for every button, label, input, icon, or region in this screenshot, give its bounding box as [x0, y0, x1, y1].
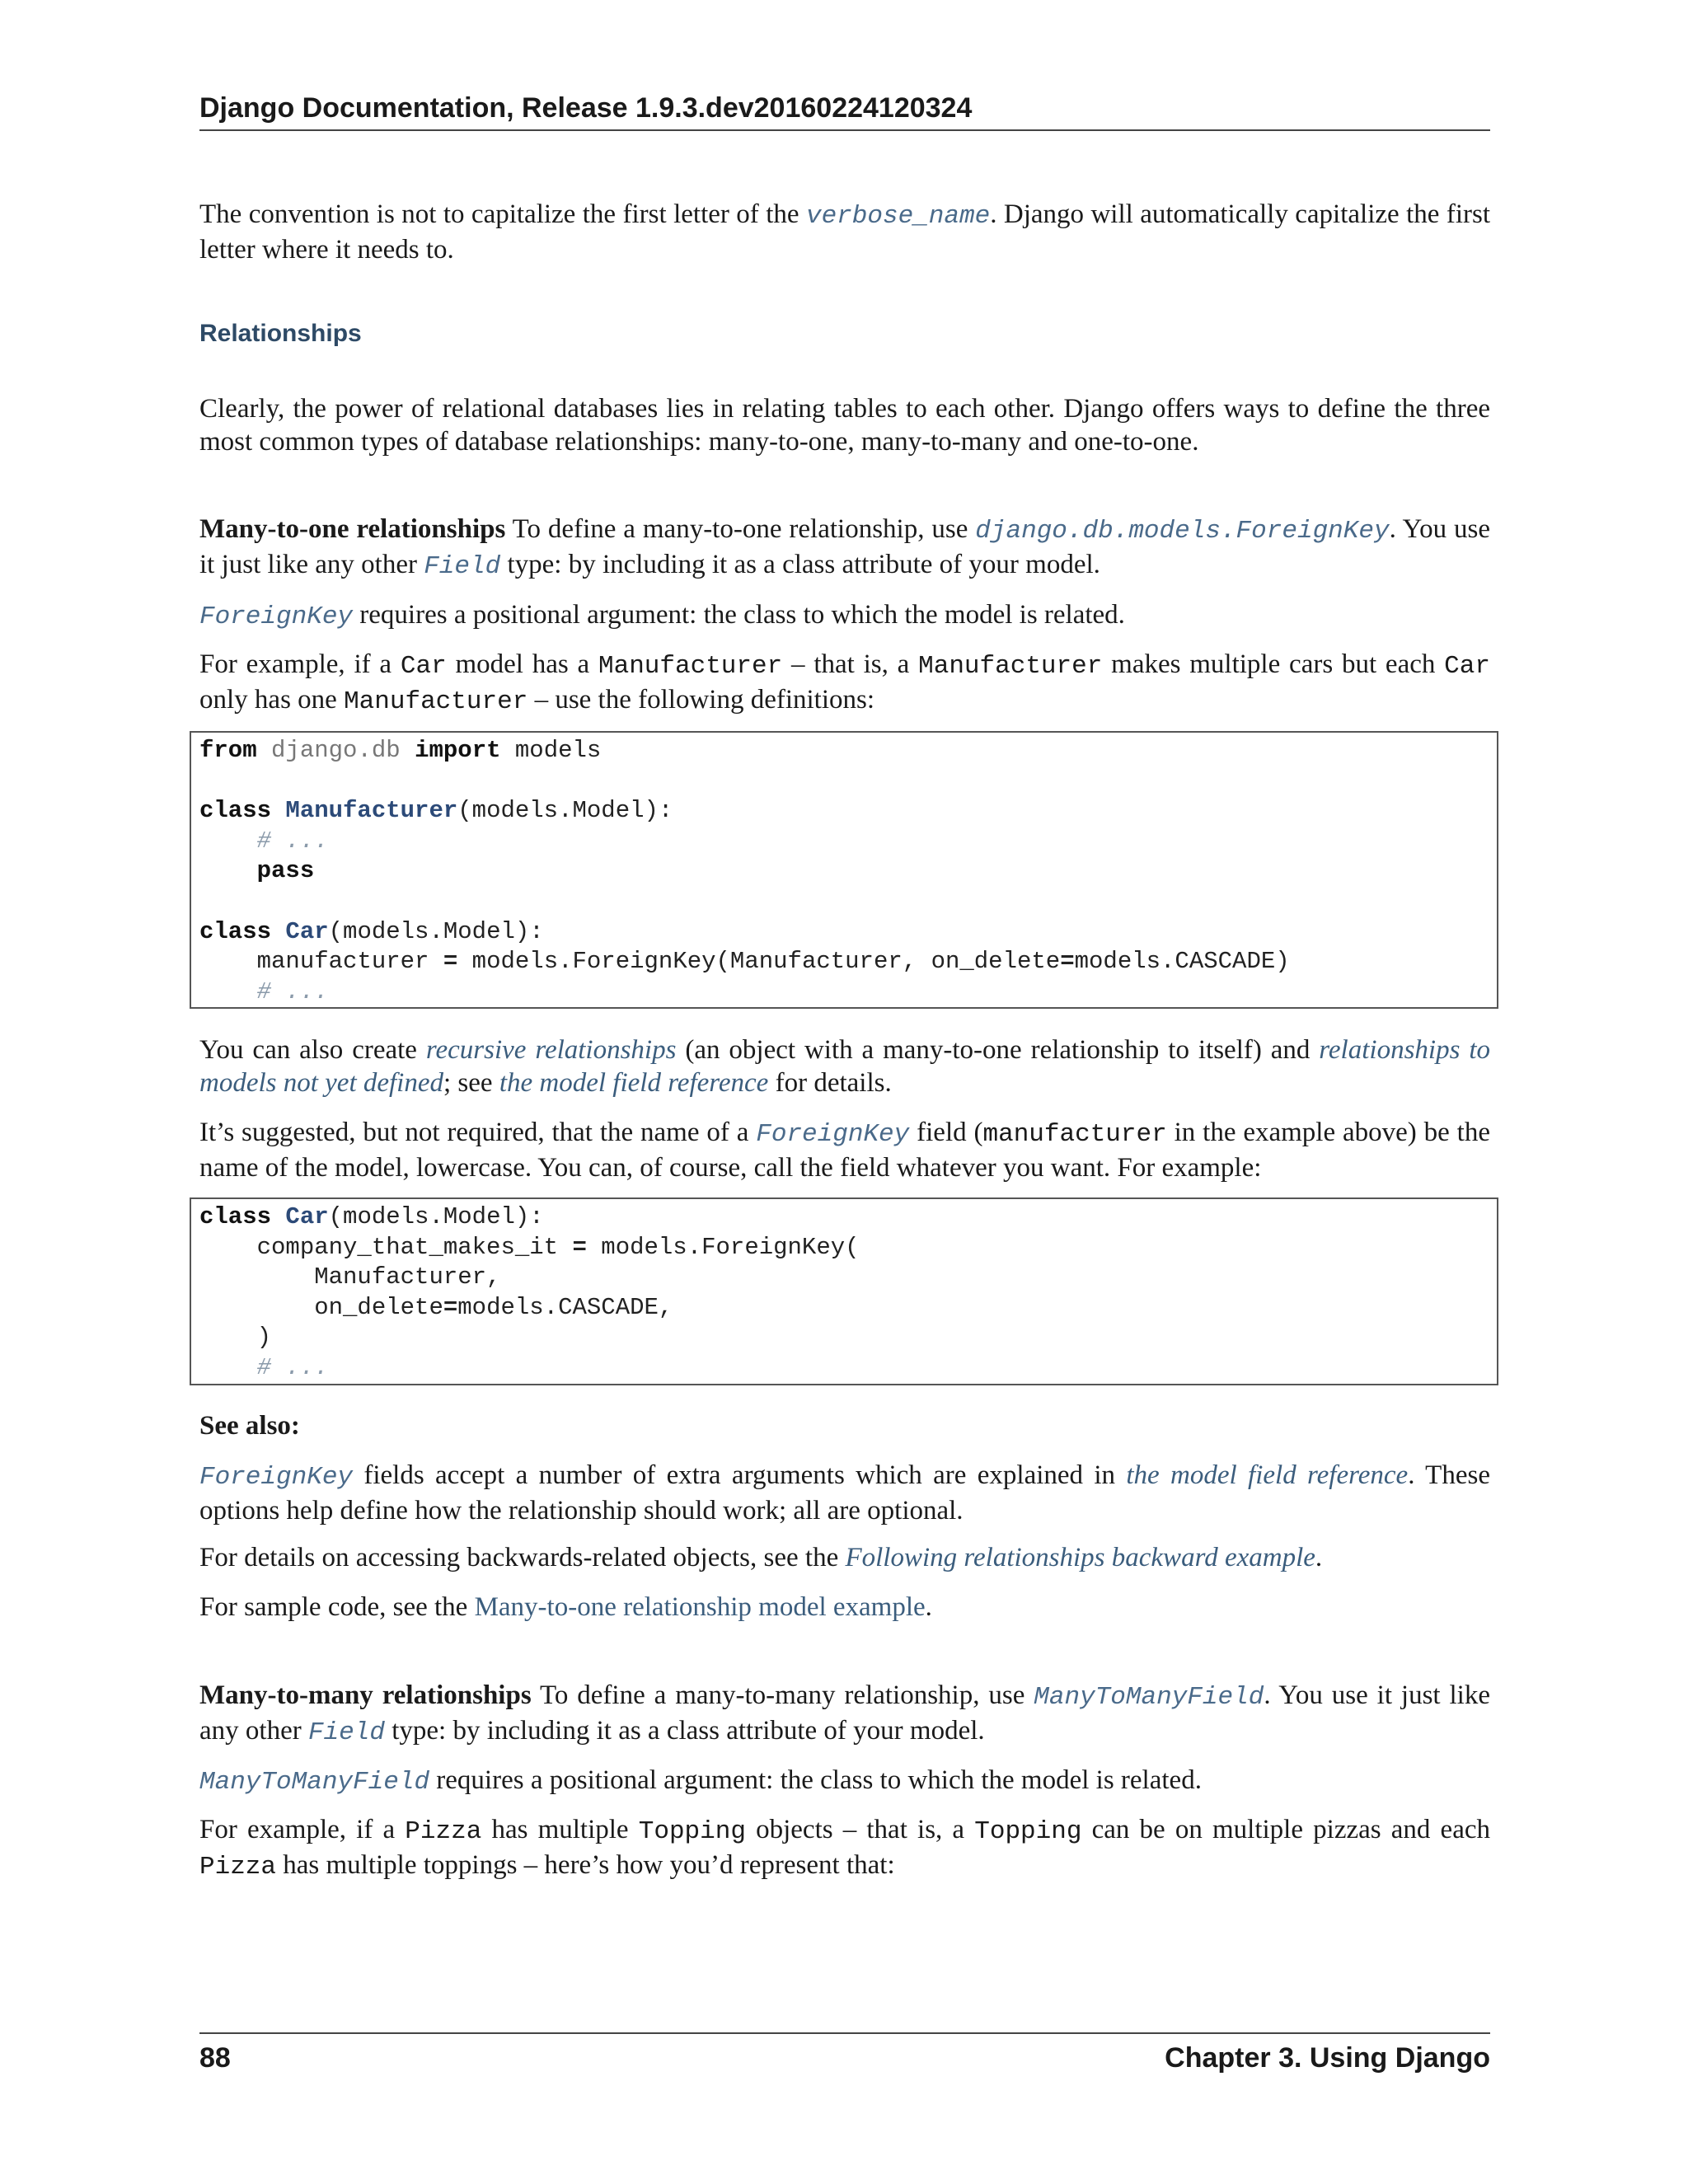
code-token: pass	[256, 857, 315, 885]
inline-code: Topping	[638, 1817, 746, 1846]
code-token: models.CASCADE)	[1074, 948, 1290, 976]
text: To define a many-to-many relationship, use	[531, 1680, 1034, 1710]
code-token: class	[199, 797, 272, 825]
code-token: django.db	[271, 737, 401, 764]
text: It’s suggested, but not required, that the name of a	[199, 1118, 757, 1147]
code-token: Car	[285, 1203, 329, 1230]
code-token: =	[572, 1233, 587, 1261]
inline-code: Pizza	[199, 1853, 277, 1882]
code-block-company	[190, 1197, 1498, 1385]
page-footer	[199, 2042, 1490, 2074]
code-token: =	[443, 1293, 458, 1321]
text: can be on multiple pizzas and each	[1081, 1815, 1490, 1844]
text: .	[1315, 1543, 1323, 1572]
code-token: Manufacturer,	[199, 1263, 501, 1291]
foreignkey-link[interactable]: ForeignKey	[199, 602, 354, 631]
document-page	[199, 0, 1490, 2184]
code-token: Car	[285, 917, 329, 945]
code-token: models.ForeignKey(	[586, 1233, 860, 1261]
footer-rule	[199, 2032, 1490, 2034]
pizza-example-paragraph	[199, 1813, 1490, 1884]
text: has multiple toppings – here’s how you’d represent that:	[276, 1850, 895, 1880]
text: objects – that is, a	[745, 1815, 975, 1844]
code-token: =	[1060, 948, 1075, 976]
code-token: from	[199, 737, 257, 764]
code-token: import	[415, 737, 501, 764]
text: – that is, a	[782, 649, 919, 679]
text: (an object with a many-to-one relationship to itself) and	[676, 1035, 1320, 1065]
running-header: Django Documentation, Release 1.9.3.dev20160224120324	[199, 92, 1490, 131]
foreignkey-link[interactable]: django.db.models.ForeignKey	[975, 517, 1390, 546]
code-token: (models.Model):	[328, 917, 544, 945]
text: has multiple	[481, 1815, 639, 1844]
verbose-name-link[interactable]: verbose_name	[805, 202, 991, 231]
field-link[interactable]: Field	[424, 552, 501, 581]
text: model has a	[446, 649, 598, 679]
text: ; see	[443, 1068, 499, 1098]
code-comment: # ...	[256, 977, 329, 1005]
text: only has one	[199, 685, 345, 715]
naming-paragraph	[199, 1116, 1490, 1184]
text: The convention is not to capitalize the first letter of the	[199, 199, 806, 229]
section-heading-relationships: Relationships	[199, 320, 362, 347]
code-token: company_that_makes_it	[199, 1233, 573, 1261]
text: in the example above) be the name of the model, lowercase. You can, of course, call the field whatever you want. For example:	[199, 1118, 1490, 1183]
foreignkey-link[interactable]: ForeignKey	[756, 1120, 910, 1149]
relationships-paragraph: Clearly, the power of relational databases lies in relating tables to each other. Django offers ways to define the three most common types of database relationships: many-to-one, many-to-many and one-to-one.	[199, 394, 1490, 457]
code-comment: # ...	[256, 827, 329, 855]
text: For example, if a	[199, 1815, 406, 1844]
manytomanyfield-link[interactable]: ManyToManyField	[199, 1768, 430, 1797]
many-to-many-heading: Many-to-many relationships	[199, 1680, 532, 1710]
many-to-one-intro	[199, 513, 1490, 583]
lazy-relationships-link[interactable]: relationships to models not yet defined	[199, 1035, 1490, 1098]
code-token: on_delete	[199, 1293, 443, 1321]
code-token: =	[443, 948, 458, 976]
inline-code: Topping	[974, 1817, 1082, 1846]
code-token: models.CASCADE,	[457, 1293, 673, 1321]
code-token: class	[199, 917, 272, 945]
text: . Django will automatically capitalize the first letter where it needs to.	[199, 199, 1490, 265]
car-example-paragraph	[199, 648, 1490, 719]
many-to-one-heading: Many-to-one relationships	[199, 514, 506, 544]
text: For details on accessing backwards-related objects, see the	[199, 1543, 846, 1572]
recursive-relationships-link[interactable]: recursive relationships	[425, 1035, 677, 1065]
text: To define a many-to-one relationship, use	[505, 514, 976, 544]
code-token: manufacturer	[256, 948, 443, 976]
many-to-many-intro	[199, 1679, 1490, 1750]
text: .	[925, 1592, 932, 1622]
page-number: 88	[199, 2042, 231, 2074]
manytomanyfield-link[interactable]: ManyToManyField	[1034, 1683, 1264, 1712]
code-block-manufacturer	[190, 731, 1498, 1009]
code-token: models.ForeignKey(Manufacturer, on_delete	[457, 948, 1061, 976]
inline-code: Car	[400, 652, 447, 681]
inline-code: Manufacturer	[344, 687, 528, 716]
see-also-paragraph-2	[199, 1541, 1490, 1574]
code-token: models	[514, 737, 602, 764]
text: . You use it just like any other	[199, 514, 1490, 579]
field-link[interactable]: Field	[307, 1718, 385, 1747]
text: type: by including it as a class attribute of your model.	[384, 1716, 985, 1746]
foreignkey-link[interactable]: ForeignKey	[199, 1463, 354, 1492]
text: – use the following definitions:	[528, 685, 875, 715]
text: . You use it just like any other	[199, 1680, 1490, 1746]
code-token: class	[199, 1203, 272, 1230]
model-field-reference-link[interactable]: the model field reference	[1126, 1460, 1409, 1490]
see-also-paragraph-3	[199, 1591, 1490, 1624]
inline-code: Car	[1444, 652, 1490, 681]
text: type: by including it as a class attribute of your model.	[500, 550, 1100, 579]
text: requires a positional argument: the class to which the model is related.	[429, 1765, 1202, 1795]
recursive-paragraph	[199, 1033, 1490, 1099]
chapter-title: Chapter 3. Using Django	[1165, 2042, 1490, 2074]
inline-code: manufacturer	[982, 1120, 1167, 1149]
intro-paragraph	[199, 198, 1490, 266]
see-also-paragraph-1	[199, 1459, 1490, 1527]
text: field (	[909, 1118, 983, 1147]
see-also-title: See also:	[199, 1411, 300, 1441]
code-token: (models.Model):	[457, 797, 673, 825]
inline-code: Manufacturer	[598, 652, 783, 681]
code-token: Manufacturer	[285, 797, 458, 825]
code-token: )	[199, 1324, 272, 1352]
model-field-reference-link[interactable]: the model field reference	[499, 1068, 769, 1098]
code-comment: # ...	[256, 1353, 329, 1381]
code-token: (models.Model):	[328, 1203, 544, 1230]
foreignkey-arg-paragraph	[199, 598, 1490, 634]
text: You can also create	[199, 1035, 426, 1065]
text: makes multiple cars but each	[1102, 649, 1445, 679]
text: For example, if a	[199, 649, 401, 679]
text: requires a positional argument: the class to which the model is related.	[353, 600, 1125, 630]
many-to-one-example-link[interactable]: Many-to-one relationship model example	[474, 1592, 926, 1622]
text: fields accept a number of extra arguments which are explained in	[353, 1460, 1127, 1490]
text: . These options help define how the relationship should work; all are optional.	[199, 1460, 1490, 1526]
manytomany-arg-paragraph	[199, 1764, 1490, 1799]
inline-code: Pizza	[405, 1817, 482, 1846]
text: For sample code, see the	[199, 1592, 475, 1622]
text: for details.	[768, 1068, 892, 1098]
backward-example-link[interactable]: Following relationships backward example	[845, 1543, 1315, 1572]
inline-code: Manufacturer	[918, 652, 1103, 681]
